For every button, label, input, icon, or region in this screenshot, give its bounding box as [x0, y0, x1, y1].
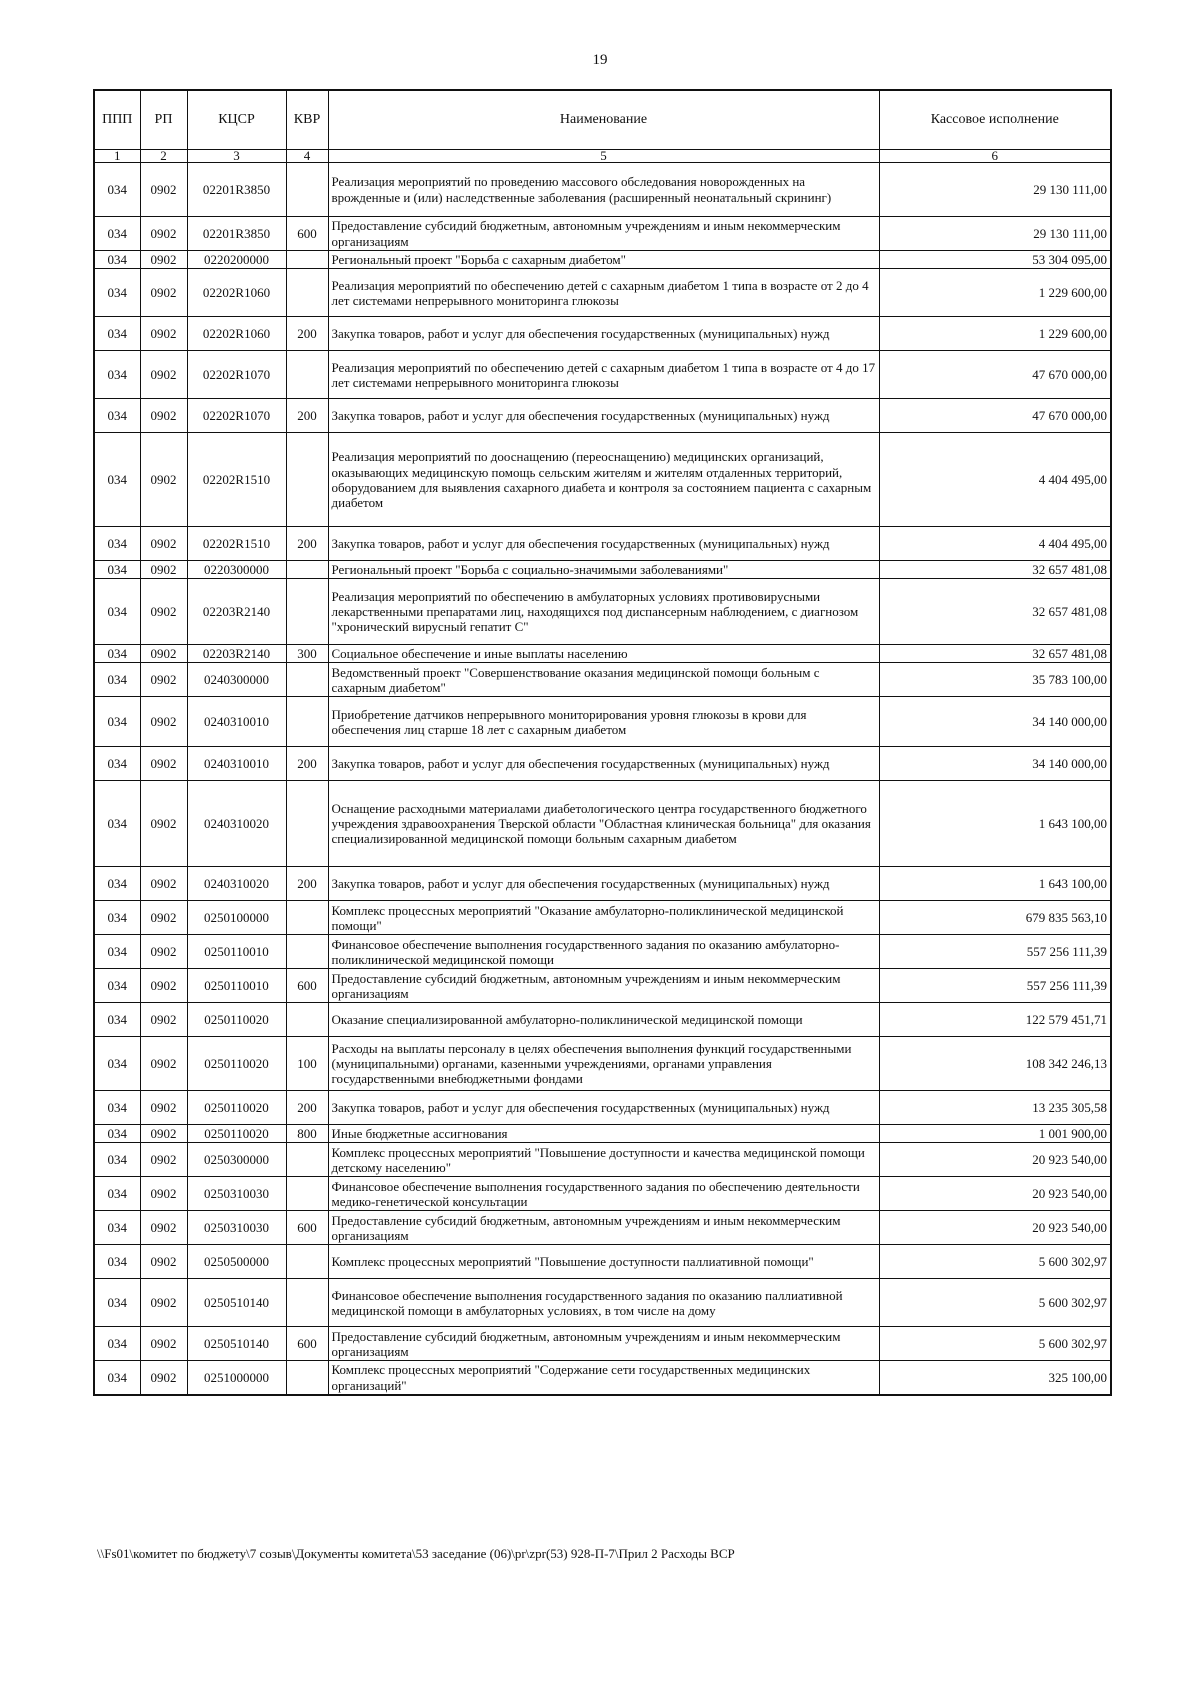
- amount-cell: 5 600 302,97: [879, 1245, 1111, 1279]
- table-row: [94, 697, 1111, 747]
- table-row: [94, 561, 1111, 579]
- kcsr-cell: 0240300000: [187, 663, 286, 697]
- ppp-cell: 034: [94, 561, 140, 579]
- rp-cell: 0902: [140, 317, 187, 351]
- kcsr-cell: 02202R1070: [187, 399, 286, 433]
- kcsr-cell: 0250510140: [187, 1279, 286, 1327]
- amount-cell: 108 342 246,13: [879, 1037, 1111, 1091]
- ppp-cell: 034: [94, 317, 140, 351]
- name-cell: Реализация мероприятий по дооснащению (переоснащению) медицинских организаций, оказывающих медицинскую помощь сельским жителям и жителям отдаленных территорий, оборудованием для выявления сахарного диабета и контроля за состоянием пациента с сахарным диабетом: [328, 433, 879, 527]
- kvr-cell: 600: [286, 969, 328, 1003]
- column-number: 6: [879, 150, 1111, 163]
- amount-cell: 35 783 100,00: [879, 663, 1111, 697]
- kvr-cell: 200: [286, 747, 328, 781]
- kvr-cell: [286, 935, 328, 969]
- ppp-cell: 034: [94, 163, 140, 217]
- column-number: 1: [94, 150, 140, 163]
- amount-cell: 29 130 111,00: [879, 163, 1111, 217]
- kcsr-cell: 0250510140: [187, 1327, 286, 1361]
- amount-cell: 20 923 540,00: [879, 1143, 1111, 1177]
- table-row: [94, 433, 1111, 527]
- table-row: [94, 1003, 1111, 1037]
- rp-cell: 0902: [140, 1091, 187, 1125]
- header-name: Наименование: [328, 90, 879, 150]
- column-number: 2: [140, 150, 187, 163]
- table-row: [94, 969, 1111, 1003]
- rp-cell: 0902: [140, 969, 187, 1003]
- name-cell: Закупка товаров, работ и услуг для обеспечения государственных (муниципальных) нужд: [328, 399, 879, 433]
- name-cell: Комплекс процессных мероприятий "Содержание сети государственных медицинских организаций": [328, 1361, 879, 1395]
- kcsr-cell: 02203R2140: [187, 645, 286, 663]
- kvr-cell: 200: [286, 1091, 328, 1125]
- name-cell: Реализация мероприятий по проведению массового обследования новорожденных на врожденные и (или) наследственные заболевания (расширенный неонатальный скрининг): [328, 163, 879, 217]
- kcsr-cell: 0250100000: [187, 901, 286, 935]
- name-cell: Реализация мероприятий по обеспечению детей с сахарным диабетом 1 типа в возрасте от 2 до 4 лет системами непрерывного мониторинга глюкозы: [328, 269, 879, 317]
- rp-cell: 0902: [140, 747, 187, 781]
- kvr-cell: 200: [286, 867, 328, 901]
- ppp-cell: 034: [94, 1279, 140, 1327]
- table-row: [94, 351, 1111, 399]
- name-cell: Закупка товаров, работ и услуг для обеспечения государственных (муниципальных) нужд: [328, 747, 879, 781]
- amount-cell: 32 657 481,08: [879, 579, 1111, 645]
- kvr-cell: [286, 251, 328, 269]
- table-row: [94, 781, 1111, 867]
- amount-cell: 1 643 100,00: [879, 867, 1111, 901]
- page-number: 19: [592, 52, 608, 68]
- kvr-cell: 300: [286, 645, 328, 663]
- ppp-cell: 034: [94, 1361, 140, 1395]
- ppp-cell: 034: [94, 867, 140, 901]
- kvr-cell: [286, 433, 328, 527]
- name-cell: Реализация мероприятий по обеспечению детей с сахарным диабетом 1 типа в возрасте от 4 до 17 лет системами непрерывного мониторинга глюкозы: [328, 351, 879, 399]
- amount-cell: 679 835 563,10: [879, 901, 1111, 935]
- kcsr-cell: 0220200000: [187, 251, 286, 269]
- table-row: [94, 1279, 1111, 1327]
- kvr-cell: 600: [286, 1211, 328, 1245]
- ppp-cell: 034: [94, 1245, 140, 1279]
- kvr-cell: 100: [286, 1037, 328, 1091]
- amount-cell: 5 600 302,97: [879, 1327, 1111, 1361]
- amount-cell: 4 404 495,00: [879, 433, 1111, 527]
- ppp-cell: 034: [94, 1177, 140, 1211]
- amount-cell: 4 404 495,00: [879, 527, 1111, 561]
- rp-cell: 0902: [140, 351, 187, 399]
- kcsr-cell: 02202R1060: [187, 317, 286, 351]
- ppp-cell: 034: [94, 251, 140, 269]
- rp-cell: 0902: [140, 269, 187, 317]
- kcsr-cell: 0250110020: [187, 1125, 286, 1143]
- amount-cell: 1 001 900,00: [879, 1125, 1111, 1143]
- table-row: [94, 1177, 1111, 1211]
- header-kvr: КВР: [286, 90, 328, 150]
- amount-cell: 32 657 481,08: [879, 561, 1111, 579]
- table-row: [94, 399, 1111, 433]
- kcsr-cell: 0250310030: [187, 1177, 286, 1211]
- rp-cell: 0902: [140, 1037, 187, 1091]
- amount-cell: 47 670 000,00: [879, 351, 1111, 399]
- rp-cell: 0902: [140, 399, 187, 433]
- table-row: [94, 1125, 1111, 1143]
- header-row: [94, 90, 1111, 150]
- table-row: [94, 217, 1111, 251]
- kcsr-cell: 02203R2140: [187, 579, 286, 645]
- column-number: 5: [328, 150, 879, 163]
- kvr-cell: [286, 351, 328, 399]
- kvr-cell: [286, 697, 328, 747]
- kvr-cell: 600: [286, 1327, 328, 1361]
- rp-cell: 0902: [140, 1361, 187, 1395]
- rp-cell: 0902: [140, 1245, 187, 1279]
- rp-cell: 0902: [140, 1211, 187, 1245]
- kcsr-cell: 02201R3850: [187, 217, 286, 251]
- header-kcsr: КЦСР: [187, 90, 286, 150]
- name-cell: Приобретение датчиков непрерывного мониторирования уровня глюкозы в крови для обеспечения лиц старше 18 лет с сахарным диабетом: [328, 697, 879, 747]
- ppp-cell: 034: [94, 1327, 140, 1361]
- rp-cell: 0902: [140, 433, 187, 527]
- ppp-cell: 034: [94, 433, 140, 527]
- rp-cell: 0902: [140, 697, 187, 747]
- name-cell: Предоставление субсидий бюджетным, автономным учреждениям и иным некоммерческим организациям: [328, 1327, 879, 1361]
- table-row: [94, 1037, 1111, 1091]
- name-cell: Финансовое обеспечение выполнения государственного задания по оказанию амбулаторно-поликлинической медицинской помощи: [328, 935, 879, 969]
- ppp-cell: 034: [94, 697, 140, 747]
- name-cell: Комплекс процессных мероприятий "Повышение доступности паллиативной помощи": [328, 1245, 879, 1279]
- amount-cell: 29 130 111,00: [879, 217, 1111, 251]
- name-cell: Закупка товаров, работ и услуг для обеспечения государственных (муниципальных) нужд: [328, 1091, 879, 1125]
- amount-cell: 53 304 095,00: [879, 251, 1111, 269]
- amount-cell: 13 235 305,58: [879, 1091, 1111, 1125]
- table-row: [94, 645, 1111, 663]
- ppp-cell: 034: [94, 1143, 140, 1177]
- ppp-cell: 034: [94, 579, 140, 645]
- amount-cell: 20 923 540,00: [879, 1211, 1111, 1245]
- amount-cell: 34 140 000,00: [879, 747, 1111, 781]
- ppp-cell: 034: [94, 1091, 140, 1125]
- ppp-cell: 034: [94, 351, 140, 399]
- kvr-cell: [286, 1245, 328, 1279]
- ppp-cell: 034: [94, 747, 140, 781]
- name-cell: Закупка товаров, работ и услуг для обеспечения государственных (муниципальных) нужд: [328, 317, 879, 351]
- kcsr-cell: 0250310030: [187, 1211, 286, 1245]
- kcsr-cell: 0240310010: [187, 747, 286, 781]
- table-row: [94, 317, 1111, 351]
- name-cell: Финансовое обеспечение выполнения государственного задания по обеспечению деятельности медико-генетической консультации: [328, 1177, 879, 1211]
- ppp-cell: 034: [94, 1037, 140, 1091]
- table-row: [94, 1327, 1111, 1361]
- amount-cell: 34 140 000,00: [879, 697, 1111, 747]
- rp-cell: 0902: [140, 901, 187, 935]
- kcsr-cell: 0250110020: [187, 1003, 286, 1037]
- name-cell: Финансовое обеспечение выполнения государственного задания по оказанию паллиативной медицинской помощи в амбулаторных условиях, в том числе на дому: [328, 1279, 879, 1327]
- name-cell: Предоставление субсидий бюджетным, автономным учреждениям и иным некоммерческим организациям: [328, 1211, 879, 1245]
- kcsr-cell: 0220300000: [187, 561, 286, 579]
- table-row: [94, 867, 1111, 901]
- amount-cell: 557 256 111,39: [879, 969, 1111, 1003]
- kcsr-cell: 02201R3850: [187, 163, 286, 217]
- table-row: [94, 163, 1111, 217]
- rp-cell: 0902: [140, 867, 187, 901]
- rp-cell: 0902: [140, 561, 187, 579]
- amount-cell: 325 100,00: [879, 1361, 1111, 1395]
- name-cell: Комплекс процессных мероприятий "Оказание амбулаторно-поликлинической медицинской помощи": [328, 901, 879, 935]
- table-body: [94, 150, 1111, 1395]
- ppp-cell: 034: [94, 1125, 140, 1143]
- rp-cell: 0902: [140, 579, 187, 645]
- ppp-cell: 034: [94, 663, 140, 697]
- amount-cell: 32 657 481,08: [879, 645, 1111, 663]
- kcsr-cell: 0250110020: [187, 1037, 286, 1091]
- kvr-cell: [286, 269, 328, 317]
- kvr-cell: 200: [286, 527, 328, 561]
- kcsr-cell: 0240310020: [187, 781, 286, 867]
- kcsr-cell: 0250110020: [187, 1091, 286, 1125]
- expenditure-table: [93, 89, 1112, 1396]
- ppp-cell: 034: [94, 269, 140, 317]
- kvr-cell: [286, 579, 328, 645]
- ppp-cell: 034: [94, 399, 140, 433]
- amount-cell: 122 579 451,71: [879, 1003, 1111, 1037]
- name-cell: Оказание специализированной амбулаторно-поликлинической медицинской помощи: [328, 1003, 879, 1037]
- name-cell: Расходы на выплаты персоналу в целях обеспечения выполнения функций государственными (муниципальными) органами, казенными учреждениями, органами управления государственными внебюджетными фондами: [328, 1037, 879, 1091]
- kvr-cell: [286, 163, 328, 217]
- kcsr-cell: 02202R1510: [187, 527, 286, 561]
- kvr-cell: [286, 901, 328, 935]
- kvr-cell: [286, 1279, 328, 1327]
- amount-cell: 1 229 600,00: [879, 269, 1111, 317]
- rp-cell: 0902: [140, 1125, 187, 1143]
- kvr-cell: [286, 561, 328, 579]
- kvr-cell: [286, 781, 328, 867]
- ppp-cell: 034: [94, 1003, 140, 1037]
- rp-cell: 0902: [140, 163, 187, 217]
- table-row: [94, 1245, 1111, 1279]
- kvr-cell: [286, 1177, 328, 1211]
- name-cell: Реализация мероприятий по обеспечению в амбулаторных условиях противовирусными лекарственными препаратами лиц, находящихся под диспансерным наблюдением, с диагнозом "хронический вирусный гепатит С": [328, 579, 879, 645]
- amount-cell: 20 923 540,00: [879, 1177, 1111, 1211]
- kcsr-cell: 02202R1510: [187, 433, 286, 527]
- rp-cell: 0902: [140, 645, 187, 663]
- table-row: [94, 269, 1111, 317]
- rp-cell: 0902: [140, 217, 187, 251]
- name-cell: Предоставление субсидий бюджетным, автономным учреждениям и иным некоммерческим организациям: [328, 217, 879, 251]
- name-cell: Комплекс процессных мероприятий "Повышение доступности и качества медицинской помощи детскому населению": [328, 1143, 879, 1177]
- ppp-cell: 034: [94, 645, 140, 663]
- rp-cell: 0902: [140, 1143, 187, 1177]
- amount-cell: 1 229 600,00: [879, 317, 1111, 351]
- kvr-cell: 800: [286, 1125, 328, 1143]
- name-cell: Ведомственный проект "Совершенствование оказания медицинской помощи больным с сахарным диабетом": [328, 663, 879, 697]
- ppp-cell: 034: [94, 527, 140, 561]
- table-row: [94, 935, 1111, 969]
- rp-cell: 0902: [140, 935, 187, 969]
- ppp-cell: 034: [94, 969, 140, 1003]
- kcsr-cell: 0250500000: [187, 1245, 286, 1279]
- table-row: [94, 1211, 1111, 1245]
- ppp-cell: 034: [94, 935, 140, 969]
- rp-cell: 0902: [140, 781, 187, 867]
- kcsr-cell: 0250110010: [187, 969, 286, 1003]
- kcsr-cell: 0250300000: [187, 1143, 286, 1177]
- rp-cell: 0902: [140, 251, 187, 269]
- kvr-cell: [286, 1143, 328, 1177]
- table-row: [94, 1361, 1111, 1395]
- kcsr-cell: 02202R1070: [187, 351, 286, 399]
- rp-cell: 0902: [140, 527, 187, 561]
- kvr-cell: [286, 663, 328, 697]
- footer-file-path: \\Fs01\комитет по бюджету\7 созыв\Документы комитета\53 заседание (06)\pr\zpr(53) 928-П-7\Прил 2 Расходы ВСР: [97, 1546, 735, 1561]
- name-cell: Оснащение расходными материалами диабетологического центра государственного бюджетного учреждения здравоохранения Тверской области "Областная клиническая больница" для оказания специализированной медицинской помощи больным сахарным диабетом: [328, 781, 879, 867]
- amount-cell: 5 600 302,97: [879, 1279, 1111, 1327]
- kvr-cell: 600: [286, 217, 328, 251]
- name-cell: Предоставление субсидий бюджетным, автономным учреждениям и иным некоммерческим организациям: [328, 969, 879, 1003]
- kcsr-cell: 0250110010: [187, 935, 286, 969]
- kcsr-cell: 0240310020: [187, 867, 286, 901]
- name-cell: Закупка товаров, работ и услуг для обеспечения государственных (муниципальных) нужд: [328, 867, 879, 901]
- kcsr-cell: 02202R1060: [187, 269, 286, 317]
- table-row: [94, 1091, 1111, 1125]
- ppp-cell: 034: [94, 1211, 140, 1245]
- name-cell: Социальное обеспечение и иные выплаты населению: [328, 645, 879, 663]
- table-row: [94, 901, 1111, 935]
- kvr-cell: [286, 1361, 328, 1395]
- header-amount: Кассовое исполнение: [879, 90, 1111, 150]
- ppp-cell: 034: [94, 217, 140, 251]
- ppp-cell: 034: [94, 781, 140, 867]
- kvr-cell: [286, 1003, 328, 1037]
- column-number: 3: [187, 150, 286, 163]
- kvr-cell: 200: [286, 317, 328, 351]
- column-number: 4: [286, 150, 328, 163]
- amount-cell: 1 643 100,00: [879, 781, 1111, 867]
- name-cell: Региональный проект "Борьба с сахарным диабетом": [328, 251, 879, 269]
- name-cell: Иные бюджетные ассигнования: [328, 1125, 879, 1143]
- amount-cell: 557 256 111,39: [879, 935, 1111, 969]
- kcsr-cell: 0240310010: [187, 697, 286, 747]
- rp-cell: 0902: [140, 663, 187, 697]
- rp-cell: 0902: [140, 1177, 187, 1211]
- table-row: [94, 251, 1111, 269]
- table-row: [94, 527, 1111, 561]
- header-rp: РП: [140, 90, 187, 150]
- table-row: [94, 579, 1111, 645]
- ppp-cell: 034: [94, 901, 140, 935]
- name-cell: Закупка товаров, работ и услуг для обеспечения государственных (муниципальных) нужд: [328, 527, 879, 561]
- header-ppp: ППП: [94, 90, 140, 150]
- table-row: [94, 747, 1111, 781]
- name-cell: Региональный проект "Борьба с социально-значимыми заболеваниями": [328, 561, 879, 579]
- column-number-row: [94, 150, 1111, 163]
- rp-cell: 0902: [140, 1003, 187, 1037]
- kvr-cell: 200: [286, 399, 328, 433]
- table-row: [94, 1143, 1111, 1177]
- table-row: [94, 663, 1111, 697]
- rp-cell: 0902: [140, 1327, 187, 1361]
- amount-cell: 47 670 000,00: [879, 399, 1111, 433]
- kcsr-cell: 0251000000: [187, 1361, 286, 1395]
- rp-cell: 0902: [140, 1279, 187, 1327]
